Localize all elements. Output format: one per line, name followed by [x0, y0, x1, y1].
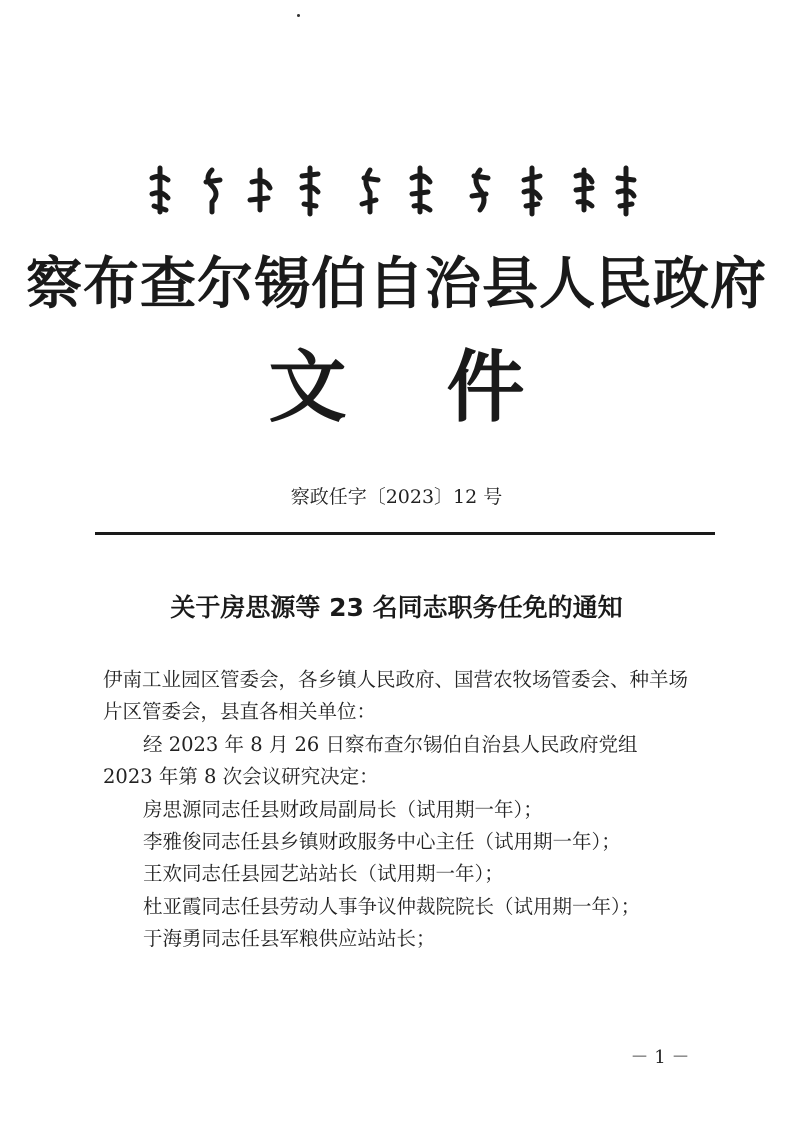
issuing-authority-title: 察布查尔锡伯自治县人民政府 [26, 252, 767, 317]
recipients-paragraph: 伊南工业园区管委会，各乡镇人民政府、国营农牧场管委会、种羊场片区管委会，县直各相关单位： [103, 668, 689, 724]
appointment-item: 杜亚霞同志任县劳动人事争议仲裁院院长（试用期一年）； [143, 894, 641, 918]
document-type-char-1: 文 [268, 342, 347, 433]
document-type-char-2: 件 [446, 342, 525, 433]
page-number: － 1 － [630, 1047, 690, 1068]
mongolian-script-title [140, 160, 640, 220]
notice-title: 关于房思源等 23 名同志职务任免的通知 [170, 593, 623, 622]
header-divider [95, 532, 715, 535]
appointment-item: 房思源同志任县财政局副局长（试用期一年）； [143, 797, 543, 821]
appointment-item: 李雅俊同志任县乡镇财政服务中心主任（试用期一年）； [143, 830, 621, 854]
appointment-item: 于海勇同志任县军粮供应站站长； [143, 927, 436, 951]
notice-body [103, 664, 693, 956]
decision-paragraph: 经 2023 年 8 月 26 日察布查尔锡伯自治县人民政府党组 2023 年第 8 次会议研究决定： [103, 732, 638, 789]
document-type-heading [0, 325, 793, 437]
scan-speck [297, 14, 300, 17]
appointment-item: 王欢同志任县园艺站站长（试用期一年）； [143, 862, 504, 886]
document-number: 察政任字〔2023〕12 号 [290, 486, 503, 508]
